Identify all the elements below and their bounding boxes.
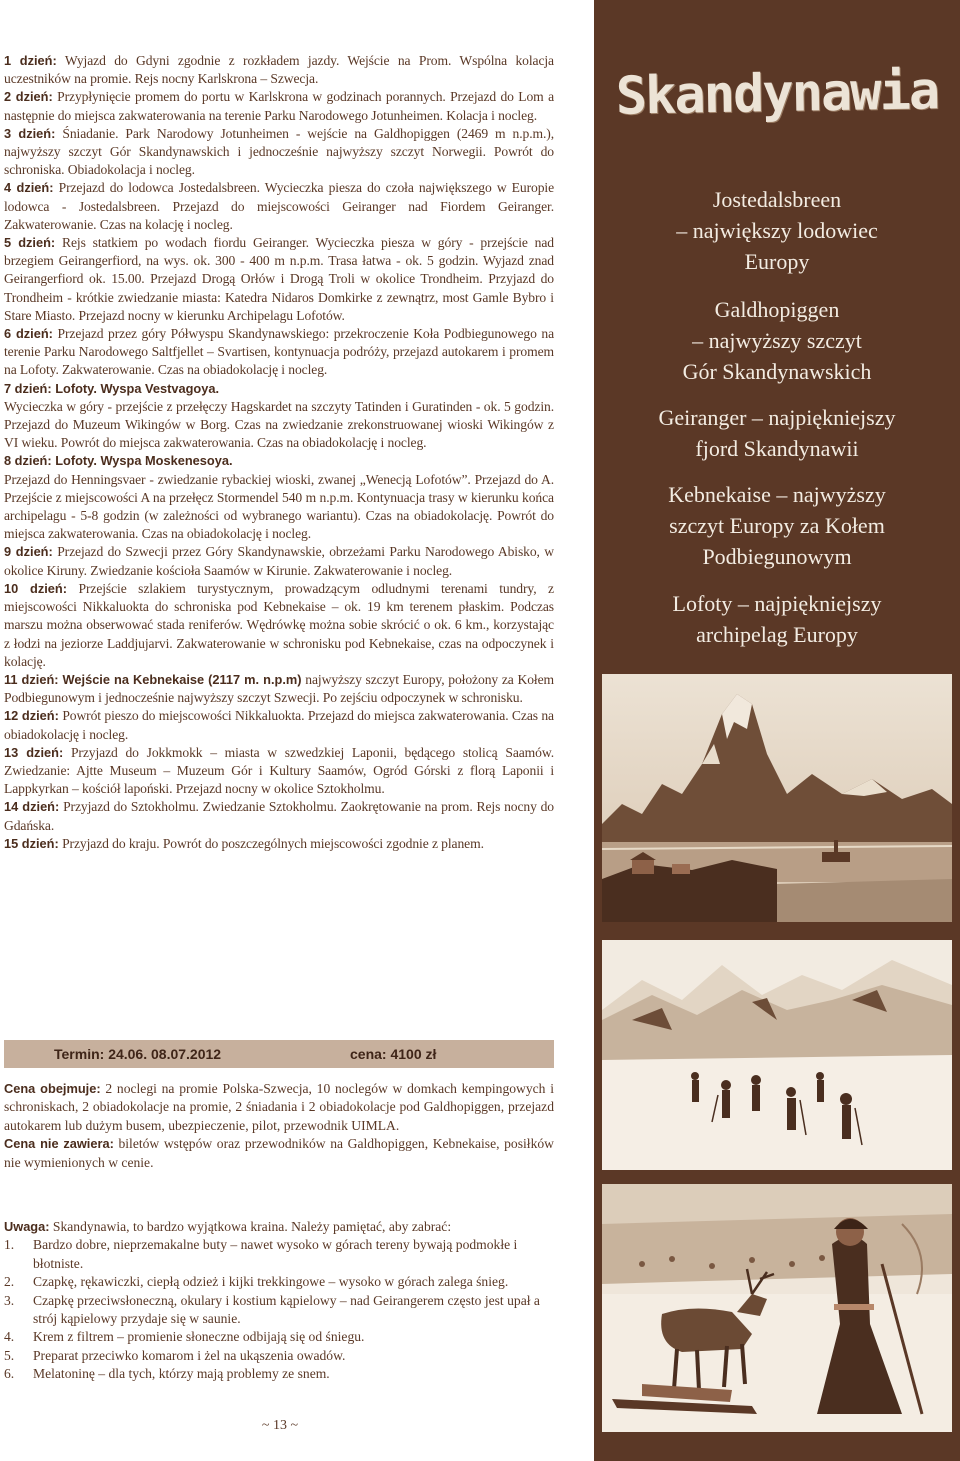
day-label: 9 dzień: (4, 544, 53, 560)
item-number: 6. (4, 1366, 15, 1382)
day-text: Przejazd przez góry Półwyspu Skandynawskiego: przekroczenie Koła Podbiegunowego na terenie Parku Narodowego Saltfjellet – Svartisen, kontynuacja podróży, przejazd autokarem i promem na Lofoty. Zakwaterowanie. Czas na obiadokolację i nocleg. (4, 326, 555, 378)
fact-line: – największy lodowiec (676, 218, 878, 243)
itinerary (4, 52, 554, 853)
fact-line: Jostedalsbreen (712, 187, 842, 212)
fact-line: Lofoty – najpiękniejszy (672, 591, 882, 616)
notice (4, 1218, 554, 1384)
includes-label: Cena obejmuje: (4, 1081, 101, 1096)
term-price-bar (4, 1040, 554, 1068)
sidebar-title: Skandynawia (615, 61, 939, 127)
itinerary-day-12 (4, 707, 554, 743)
packing-item (4, 1236, 554, 1273)
packing-item (4, 1273, 554, 1291)
fact-line: szczyt Europy za Kołem (669, 513, 885, 538)
trip-price: cena: 4100 zł (350, 1046, 437, 1062)
item-number: 4. (4, 1329, 15, 1345)
fact-line: Geiranger – najpiękniejszy (658, 405, 896, 430)
day-label: 3 dzień: (4, 125, 56, 141)
day-text: Przyjazd do Jokkmokk – miasta w szwedzkiej Laponii, będącego stolicą Saamów. Zwiedzanie: Ajtte Museum – Muzeum Gór i Kultury Saamów, Ogród Górski z florą Laponii i Lappkyrkan – kościół lapoński. Przejazd nocny w okolice Sztokholmu. (4, 744, 554, 797)
day-label: 8 dzień: Lofoty. Wyspa Moskenesoya. (4, 453, 233, 469)
day-text: Wycieczka w góry - przejście z przełęczy Hagskardet na szczyty Tatinden i Guratinden - ok. 5 godzin. Przejazd do Muzeum Wikingów w Borg. Czas na zwiedzanie zrekonstruowanej wioski Wikingów z VI wieku. Powrót do miejsca zakwaterowania. Czas na obiadokolację i nocleg. (4, 398, 554, 451)
day-text: Przejazd do Szwecji przez Góry Skandynawskie, obrzeżami Parku Narodowego Abisko, w okolice Kiruny. Zwiedzanie kościoła Saamów w Kirunie. Zakwaterowanie i nocleg. (4, 544, 554, 578)
item-text: Bardzo dobre, nieprzemakalne buty – nawet wysoko w górach tereny bywają podmokłe i błotniste. (33, 1237, 518, 1271)
itinerary-day-11 (4, 671, 554, 707)
fact-line: archipelag Europy (696, 622, 858, 647)
item-number: 3. (4, 1292, 15, 1308)
fact-line: Europy (744, 249, 810, 274)
excludes-label: Cena nie zawiera: (4, 1136, 114, 1152)
sidebar (594, 0, 960, 1461)
item-text: Czapkę przeciwsłoneczną, okulary i kostium kąpielowy – nad Geirangerem często jest upał a strój kąpielowy przydaje się w saunie. (33, 1292, 540, 1327)
fact-line: Kebnekaise – najwyższy (668, 482, 886, 507)
day-label: 10 dzień: (4, 580, 67, 596)
day-text: Rejs statkiem po wodach fiordu Geiranger. Wycieczka piesza w góry - przejście nad brzegiem Geirangerfiord, na wys. ok. 300 - 400 m n.p.m. Trasa łatwa - ok. 5 godzin. Wyjazd znad Geirangerfiord ok. 15.00. Przejazd Drogą Orłów i Drogą Troli w okolice Trondheim. Przyjazd do Trondheim - krótkie zwiedzanie miasta: Katedra Nidaros Domkirke z zewnątrz, most Gamle Bybro i Stare Miasto. Przejazd nocny w kierunku Archipelagu Lofotów. (4, 235, 554, 323)
includes-text: 2 noclegi na promie Polska-Szwecja, 10 noclegów w domkach kempingowych i schroniskach, 2 obiadokolacje na promie, 2 śniadania i 2 obiadokolacje pod Galdhopiggen, przejazd autokarem lub dużym busem, ubezpieczenie, pilot, przewodnik UIMLA. (4, 1081, 554, 1133)
page-number: ~ 13 ~ (261, 1418, 299, 1433)
fact-kebnekaise (594, 479, 960, 572)
notice-text: Skandynawia, to bardzo wyjątkowa kraina. Należy pamiętać, aby zabrać: (49, 1219, 452, 1234)
itinerary-day-7-heading (4, 380, 554, 398)
itinerary-day-15 (4, 835, 554, 853)
itinerary-day-6 (4, 325, 554, 380)
item-text: Czapkę, rękawiczki, ciepłą odzież i kijki trekkingowe – wysoko w górach zalega śnieg. (33, 1274, 509, 1290)
fact-lofoty (594, 588, 960, 650)
fact-line: Podbiegunowym (702, 544, 852, 569)
day-text: najwyższy szczyt Europy, położony za Kołem Podbiegunowym i jednocześnie najwyższy szczyt Szwecji. Po zejściu odpoczynek w schronisku. (4, 671, 554, 706)
fact-line: – najwyższy szczyt (692, 328, 862, 353)
itinerary-day-8 (4, 471, 554, 544)
fact-galdhopiggen (594, 294, 960, 387)
price-details (4, 1080, 554, 1172)
trip-dates: Termin: 24.06. 08.07.2012 (54, 1046, 222, 1062)
itinerary-day-9 (4, 543, 554, 579)
day-text: Przejazd do lodowca Jostedalsbreen. Wycieczka piesza do czoła największego w Europie lodowca - Jostedalsbreen. Przejazd do miejscowości Geiranger nad Fiordem Geiranger. Zakwaterowanie. Czas na kolację i nocleg. (4, 180, 555, 232)
day-text: Przejście szlakiem turystycznym, prowadzącym odludnymi terenami tundry, z miejscowości Nikkaluokta do schroniska pod Kebnekaise – ok. 19 km terenem płaskim. Podczas marszu można obserwować stada reniferów. Wędrówkę można sobie skrócić o ok. 6 km., korzystając z łodzi na jeziorze Laddjujarvi. Zakwaterowanie w schronisku pod Kebnekaise, czas na odpoczynek i kolację. (4, 580, 554, 669)
item-text: Preparat przeciwko komarom i żel na ukąszenia owadów. (33, 1347, 346, 1363)
itinerary-day-5 (4, 234, 554, 325)
glacier-hikers-photo (602, 940, 952, 1170)
fact-line: Gór Skandynawskich (682, 359, 872, 384)
packing-list (4, 1236, 554, 1383)
price-includes (4, 1080, 554, 1135)
packing-item (4, 1328, 554, 1346)
day-text: Przejazd do Henningsvaer - zwiedzanie rybackiej wioski, zwanej „Wenecją Lofotów”. Przejazd do A. Przejście z miejscowości A na przełęcz Stormendel 540 m n.p.m. Kontynuacja trasy w kierunku końca archipelagu - 5-8 godzin (w zależności od wybranego wariantu). Czas na obiadokolację. Powrót do miejsca zakwaterowania. Czas na obiadokolację i nocleg. (4, 471, 554, 542)
day-text: Śniadanie. Park Narodowy Jotunheimen - wejście na Galdhopiggen (2469 m n.p.m.), najwyższy szczyt Gór Skandynawskich i jednocześnie najwyższy szczyt Norwegii. Powrót do schroniska. Obiadokolacja i nocleg. (4, 125, 555, 178)
day-label: 6 dzień: (4, 326, 53, 342)
day-label: 12 dzień: (4, 708, 59, 724)
itinerary-day-8-heading (4, 452, 554, 470)
notice-intro (4, 1218, 554, 1236)
glacier-photo-art (602, 940, 952, 1170)
item-number: 1. (4, 1237, 15, 1253)
item-number: 2. (4, 1274, 15, 1290)
day-label: 5 dzień: (4, 235, 56, 251)
itinerary-day-3 (4, 125, 554, 180)
fact-line: Galdhopiggen (714, 297, 840, 322)
day-text: Przyjazd do Sztokholmu. Zwiedzanie Sztokholmu. Zaokrętowanie na prom. Rejs nocny do Gdańska. (4, 799, 554, 833)
day-label: 14 dzień: (4, 799, 60, 815)
item-text: Melatoninę – dla tych, którzy mają problemy ze snem. (33, 1366, 330, 1382)
itinerary-day-1 (4, 52, 554, 88)
excludes-text: biletów wstępów oraz przewodników na Galdhopiggen, Kebnekaise, posiłków nie wymienionych w cenie. (4, 1136, 554, 1170)
fact-line: fjord Skandynawii (695, 436, 859, 461)
lofoten-fjord-mountain-photo (602, 674, 952, 922)
day-label: 7 dzień: Lofoty. Wyspa Vestvagoya. (4, 380, 219, 396)
price-excludes (4, 1135, 554, 1172)
sami-photo-art (602, 1184, 952, 1432)
itinerary-day-4 (4, 179, 554, 234)
itinerary-day-14 (4, 798, 554, 834)
itinerary-day-2 (4, 88, 554, 124)
fact-jostedalsbreen (594, 184, 960, 277)
sami-reindeer-museum-photo (602, 1184, 952, 1432)
packing-item (4, 1365, 554, 1383)
day-label: 1 dzień: (4, 53, 57, 68)
packing-item (4, 1347, 554, 1365)
day-text: Przyjazd do kraju. Powrót do poszczególnych miejscowości zgodnie z planem. (58, 835, 484, 851)
itinerary-day-10 (4, 580, 554, 671)
day-text: Przypłynięcie promem do portu w Karlskrona w godzinach porannych. Przejazd do Lom a następnie do miejsca zakwaterowania na terenie Parku Narodowego Jotunheimen. Kolacja i nocleg. (4, 89, 554, 123)
itinerary-day-7 (4, 398, 554, 453)
day-label: 2 dzień: (4, 89, 53, 105)
lofoten-photo-art (602, 674, 952, 922)
day-text: Powrót pieszo do miejscowości Nikkaluokta. Przejazd do miejsca zakwaterowania. Czas na obiadokolację i nocleg. (4, 708, 554, 742)
day-label: 13 dzień: (4, 744, 64, 760)
notice-label: Uwaga: (4, 1219, 50, 1234)
day-label: 11 dzień: Wejście na Kebnekaise (2117 m. n.p.m) (4, 671, 302, 687)
day-text: Wyjazd do Gdyni zgodnie z rozkładem jazdy. Wejście na Prom. Wspólna kolacja uczestników na promie. Rejs nocny Karlskrona – Szwecja. (4, 53, 554, 87)
day-label: 4 dzień: (4, 180, 54, 196)
packing-item (4, 1292, 554, 1329)
day-label: 15 dzień: (4, 835, 59, 851)
itinerary-day-13 (4, 744, 554, 799)
item-text: Krem z filtrem – promienie słoneczne odbijają się od śniegu. (33, 1329, 365, 1345)
item-number: 5. (4, 1347, 15, 1363)
fact-geiranger (594, 402, 960, 464)
